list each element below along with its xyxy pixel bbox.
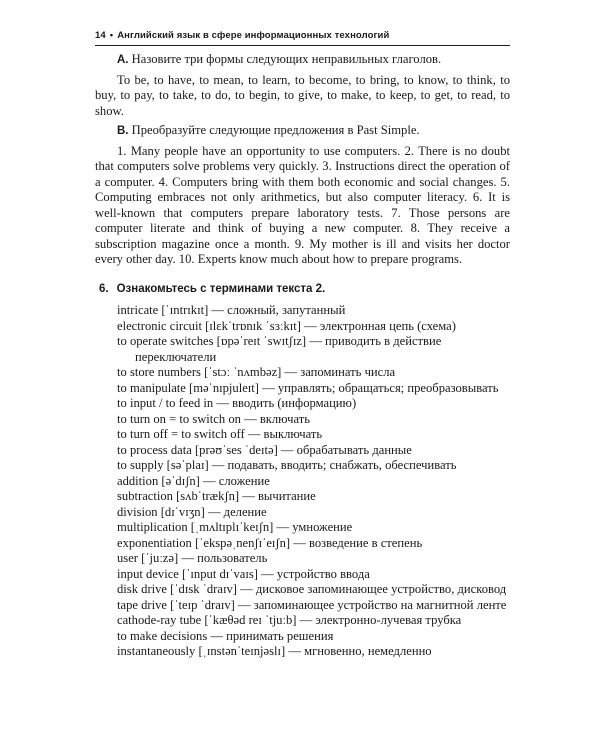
term-item: instantaneously [ˌɪnstənˈteɪnjəslɪ] — мгновенно, немедленно bbox=[117, 644, 432, 658]
header-rule bbox=[95, 45, 510, 46]
running-header bbox=[95, 30, 510, 41]
term-item: to store numbers [ˈstɔː ˈnʌmbəz] — запоминать числа bbox=[117, 365, 396, 379]
term-item: user [ˈjuːzə] — пользователь bbox=[117, 551, 268, 565]
term-item: to operate switches [ɒpəˈreɪt ˈswɪtʃɪz] — приводить в действие переключатели bbox=[117, 334, 442, 364]
term-item: electronic circuit [ɪlɛkˈtrɒnɪk ˈsɜːkɪt] — электронная цепь (схема) bbox=[117, 318, 456, 333]
term-item: to supply [səˈplaɪ] — подавать, вводить; снабжать, обеспечивать bbox=[117, 458, 457, 472]
term-item: multiplication [ˌmʌltɪplɪˈkeɪʃn] — умножение bbox=[117, 520, 353, 534]
running-title: Английский язык в сфере информационных технологий bbox=[117, 30, 390, 41]
section-6-title: Ознакомьтесь с терминами текста 2. bbox=[116, 282, 326, 295]
term-item: addition [əˈdɪʃn] — сложение bbox=[117, 473, 270, 488]
term-item: tape drive [ˈteɪp ˈdraɪv] — запоминающее устройство на магнитной ленте bbox=[117, 597, 507, 612]
task-a-instruction bbox=[95, 52, 510, 69]
term-item: to make decisions — принимать решения bbox=[117, 628, 334, 643]
term-item: subtraction [sʌbˈtrækʃn] — вычитание bbox=[117, 489, 316, 503]
section-6-heading bbox=[99, 282, 510, 298]
term-item: disk drive [ˈdɪsk ˈdraɪv] — дисковое запоминающее устройство, дисковод bbox=[117, 582, 507, 596]
term-list bbox=[95, 303, 510, 660]
term-item: exponentiation [ˈekspəˌnenʃɪˈeɪʃn] — возведение в степень bbox=[117, 535, 423, 550]
header-bullet: • bbox=[109, 30, 114, 41]
term-item: to turn off = to switch off — выключать bbox=[117, 427, 323, 441]
term-item: to process data [prəʊˈses ˈdeɪtə] — обрабатывать данные bbox=[117, 442, 412, 457]
term-item: division [dɪˈvɪʒn] — деление bbox=[117, 504, 267, 519]
task-b-text: 1. Many people have an opportunity to use computers. 2. There is no doubt that computers solve problems very quickly. 3. Instructions direct the operation of a computer. 4. Computers bring with them both economic and social changes. 5. Computing embraces not only arithmetics, but also computer literacy. 6. It is well-known that computers prepare laboratory tests. 7. Those persons are computer literate and think of buying a new computer. 8. They receive a subscription magazine once a month. 9. My mother is ill and visits her doctor every other day. 10. Experts know much about how to prepare programs. bbox=[95, 143, 510, 266]
term-item: to turn on = to switch on — включать bbox=[117, 411, 310, 426]
task-b-instruction-text: Преобразуйте следующие предложения в Past Simple. bbox=[131, 123, 420, 137]
page-body bbox=[95, 52, 510, 660]
page-number: 14 bbox=[95, 30, 106, 41]
task-a-instruction-text: Назовите три формы следующих неправильных глаголов. bbox=[131, 52, 442, 66]
task-a-label: A. bbox=[117, 54, 129, 66]
term-item: intricate [ˈɪntrɪkɪt] — сложный, запутанный bbox=[117, 303, 346, 317]
term-item: to input / to feed in — вводить (информацию) bbox=[117, 396, 357, 410]
term-item: cathode-ray tube [ˈkæθəd reɪ ˈtjuːb] — электронно-лучевая трубка bbox=[117, 613, 462, 627]
task-b-instruction bbox=[95, 123, 510, 140]
term-item: to manipulate [məˈnɪpjuleɪt] — управлять; обращаться; преобразовывать bbox=[117, 380, 499, 395]
task-b-label: B. bbox=[117, 125, 129, 137]
term-item: input device [ˈɪnput dɪˈvaɪs] — устройство ввода bbox=[117, 566, 370, 581]
task-a-text: To be, to have, to mean, to learn, to become, to bring, to know, to think, to buy, to pay, to take, to do, to begin, to give, to make, to keep, to get, to read, to show. bbox=[95, 72, 510, 118]
section-6-number: 6. bbox=[99, 282, 109, 295]
